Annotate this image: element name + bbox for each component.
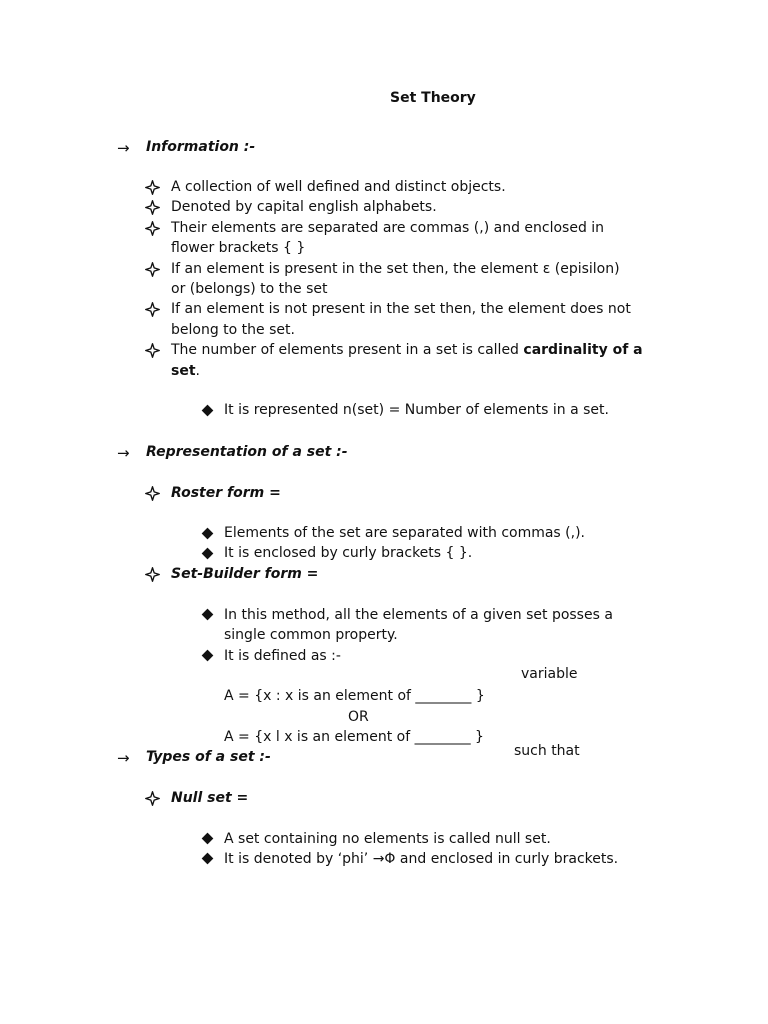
set-term: set [171, 363, 196, 379]
star-bullet-icon [145, 791, 160, 806]
information-heading: Information :- [146, 139, 256, 155]
cardinality-term: cardinality of a [523, 342, 643, 358]
diamond-bullet-icon [201, 852, 214, 865]
info-item-1: A collection of well defined and distinct objects. [171, 179, 506, 195]
info-item-3-cont: flower brackets { } [171, 240, 306, 256]
info-item-4-cont: or (belongs) to the set [171, 281, 328, 297]
diamond-bullet-icon [201, 547, 214, 560]
info-item-4: If an element is present in the set then, the element ε (episilon) [171, 261, 620, 277]
arrow-icon: → [117, 749, 130, 767]
null-item-2: It is denoted by ‘phi’ →Φ and enclosed in curly brackets. [224, 851, 619, 867]
diamond-bullet-icon [201, 832, 214, 845]
builder-item-2: It is defined as :- [224, 648, 341, 664]
star-bullet-icon [145, 180, 160, 195]
info-item-2: Denoted by capital english alphabets. [171, 199, 437, 215]
info-item-6-text: The number of elements present in a set is called [171, 342, 524, 358]
builder-item-1: In this method, all the elements of a given set posses a [224, 607, 613, 623]
builder-heading: Set-Builder form = [171, 566, 319, 582]
info-sub-item: It is represented n(set) = Number of elements in a set. [224, 402, 609, 418]
page-title: Set Theory [390, 90, 476, 106]
diamond-bullet-icon [201, 404, 214, 417]
info-item-6 [171, 340, 643, 360]
info-item-5-cont: belong to the set. [171, 322, 295, 338]
null-item-1: A set containing no elements is called null set. [224, 831, 551, 847]
period: . [195, 363, 200, 379]
types-heading: Types of a set :- [146, 749, 271, 765]
builder-item-1-cont: single common property. [224, 627, 398, 643]
diamond-bullet-icon [201, 527, 214, 540]
roster-item-1: Elements of the set are separated with commas (,). [224, 525, 585, 541]
star-bullet-icon [145, 221, 160, 236]
roster-heading: Roster form = [171, 485, 281, 501]
star-bullet-icon [145, 486, 160, 501]
star-bullet-icon [145, 262, 160, 277]
variable-label: variable [521, 666, 578, 682]
arrow-icon: → [117, 139, 130, 157]
representation-heading: Representation of a set :- [146, 444, 348, 460]
info-item-5: If an element is not present in the set then, the element does not [171, 301, 631, 317]
diamond-bullet-icon [201, 649, 214, 662]
diamond-bullet-icon [201, 608, 214, 621]
star-bullet-icon [145, 302, 160, 317]
null-set-heading: Null set = [171, 790, 249, 806]
star-bullet-icon [145, 343, 160, 358]
or-label: OR [348, 709, 369, 725]
info-item-3: Their elements are separated are commas (,) and enclosed in [171, 220, 605, 236]
star-bullet-icon [145, 567, 160, 582]
info-item-6-cont [171, 361, 200, 381]
star-bullet-icon [145, 200, 160, 215]
formula-bar: A = {x l x is an element of ________ } [224, 729, 484, 745]
formula-colon: A = {x : x is an element of ________ } [224, 688, 485, 704]
arrow-icon: → [117, 444, 130, 462]
roster-item-2: It is enclosed by curly brackets { }. [224, 545, 473, 561]
such-that-label: such that [514, 743, 580, 759]
